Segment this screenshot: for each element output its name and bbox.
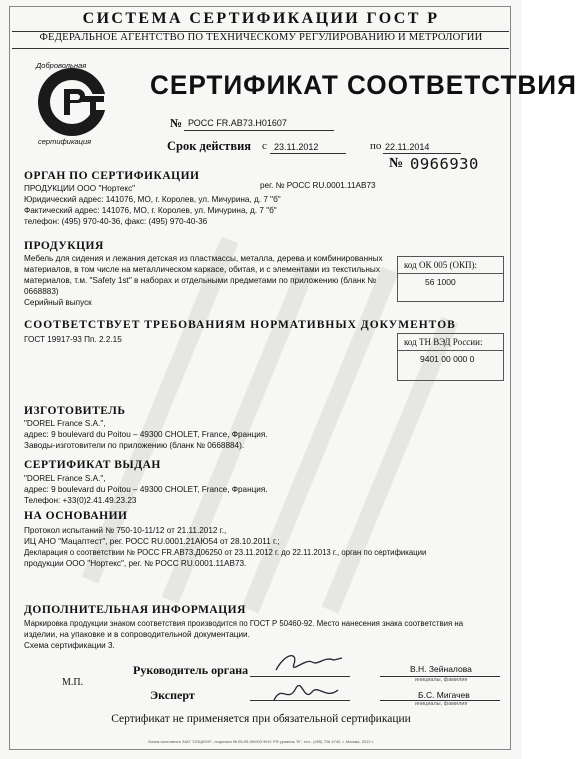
- basis-line: ИЦ АНО "Мацаптест", рег. РОСС RU.0001.21АЮ54 от 28.10.2011 г.;: [24, 537, 280, 546]
- organ-reg-number: рег. № РОСС RU.0001.11AB73: [260, 181, 376, 190]
- conformity-heading: СООТВЕТСТВУЕТ ТРЕБОВАНИЯМ НОРМАТИВНЫХ ДОКУМЕНТОВ: [24, 319, 456, 331]
- manufacturer-line: адрес: 9 boulevard du Poitou – 49300 CHOLET, France, Франция.: [24, 430, 268, 439]
- validity-to-underline: [383, 153, 461, 154]
- manufacturer-line: "DOREL France S.A.",: [24, 419, 106, 428]
- okp-code-box: [397, 256, 504, 302]
- manufacturer-line: Заводы-изготовители по приложению (бланк № 0668884).: [24, 441, 245, 450]
- tnved-label: код ТН ВЭД России:: [404, 337, 483, 347]
- issued-to-heading: СЕРТИФИКАТ ВЫДАН: [24, 459, 161, 471]
- issued-to-line: адрес: 9 boulevard du Poitou – 49300 CHOLET, France, Франция.: [24, 485, 268, 494]
- stamp-place: М.П.: [62, 677, 84, 688]
- certificate-title: СЕРТИФИКАТ СООТВЕТСТВИЯ: [150, 70, 577, 100]
- okp-box-divider: [398, 273, 503, 274]
- validity-from-prefix: с: [262, 140, 267, 152]
- serial-prefix: №: [389, 156, 404, 171]
- additional-line: Маркировка продукции знаком соответствия производится по ГОСТ Р 50460-92. Место нанесения знака соответствия на: [24, 619, 464, 628]
- basis-heading: НА ОСНОВАНИИ: [24, 510, 128, 522]
- validity-label: Срок действия: [167, 139, 252, 153]
- registration-underline: [184, 130, 334, 131]
- basis-line: Декларация о соответствии № РОСС FR.AB73.Д06250 от 23.11.2012 г. до 22.11.2013 г., орган по сертификации: [24, 548, 427, 557]
- logo-bottom-text: сертификация: [38, 137, 92, 146]
- validity-from-underline: [270, 153, 346, 154]
- footer-note: Сертификат не применяется при обязательной сертификации: [111, 713, 411, 725]
- logo-top-text: Добровольная: [36, 61, 87, 70]
- voluntary-certification-logo: [20, 56, 132, 148]
- product-line: материалов, в том числе на металлическом каркасе, обитая, и с элементами из текстильных: [24, 265, 380, 274]
- conformity-standard: ГОСТ 19917-93 Пп. 2.2.15: [24, 335, 122, 344]
- expert-name: Б.С. Мигачев: [418, 690, 470, 700]
- tnved-code-box: [397, 333, 504, 381]
- product-line: материалов, т.м. "Safety 1st" в наборах и отдельными предметами по приложению (бланк №: [24, 276, 377, 285]
- basis-line: Протокол испытаний № 750-10-11/12 от 21.11.2012 г.,: [24, 526, 227, 535]
- product-line: 0668883): [24, 287, 59, 296]
- registration-number: РОСС FR.AB73.H01607: [188, 118, 287, 128]
- registration-prefix: №: [170, 116, 183, 130]
- tnved-box-divider: [398, 350, 503, 351]
- issued-to-line: Телефон: +33(0)2.41.49.23.23: [24, 496, 137, 505]
- additional-line: Схема сертификации 3.: [24, 641, 115, 650]
- head-name: В.Н. Зейналова: [410, 664, 472, 674]
- system-title: СИСТЕМА СЕРТИФИКАЦИИ ГОСТ Р: [82, 10, 440, 27]
- validity-to-prefix: по: [370, 140, 382, 152]
- okp-label: код ОК 005 (ОКП):: [404, 260, 477, 270]
- expert-label: Эксперт: [150, 688, 195, 702]
- validity-to-date: 22.11.2014: [385, 142, 430, 152]
- organ-legal-address: Юридический адрес: 141076, МО, г. Королев, ул. Мичурина, д. 7 "б": [24, 195, 281, 204]
- serial-number: 0966930: [410, 155, 479, 173]
- product-heading: ПРОДУКЦИЯ: [24, 240, 104, 252]
- tnved-value: 9401 00 000 0: [420, 354, 475, 364]
- organ-phone: телефон: (495) 970-40-36, факс: (495) 970-40-36: [24, 217, 208, 226]
- footer-print: Бланк изготовлен ЗАО "ОПЦИОН", лицензия № 05-05-09/003 ФНС РФ уровень "В", тел.: (495) 726 4742, г. Москва, 2012 г.: [148, 739, 374, 744]
- product-line: Мебель для сидения и лежания детская из пластмассы, металла, дерева и комбинированных: [24, 254, 383, 263]
- expert-signature: [268, 676, 348, 708]
- okp-value: 56 1000: [425, 277, 456, 287]
- product-release: Серийный выпуск: [24, 298, 92, 307]
- basis-line: продукции ООО "Нортекс", рег. № РОСС RU.0001.11AB73.: [24, 559, 247, 568]
- additional-line: изделии, на упаковке и в сопроводительной документации.: [24, 630, 250, 639]
- validity-from-date: 23.11.2012: [274, 142, 319, 152]
- header-rule-bottom: [12, 48, 509, 49]
- organ-name: ПРОДУКЦИИ ООО "Нортекс": [24, 184, 136, 193]
- expert-signature-line: [250, 700, 350, 701]
- head-label: Руководитель органа: [133, 663, 249, 677]
- agency-title: ФЕДЕРАЛЬНОЕ АГЕНТСТВО ПО ТЕХНИЧЕСКОМУ РЕГУЛИРОВАНИЮ И МЕТРОЛОГИИ: [39, 32, 483, 43]
- head-signature: [268, 648, 348, 678]
- additional-heading: ДОПОЛНИТЕЛЬНАЯ ИНФОРМАЦИЯ: [24, 604, 246, 616]
- organ-heading: ОРГАН ПО СЕРТИФИКАЦИИ: [24, 170, 200, 182]
- expert-caption: инициалы, фамилия: [415, 701, 468, 707]
- head-caption: инициалы, фамилия: [415, 677, 468, 683]
- issued-to-line: "DOREL France S.A.",: [24, 474, 106, 483]
- organ-actual-address: Фактический адрес: 141076, МО, г. Королев, ул. Мичурина, д. 7 "б": [24, 206, 277, 215]
- manufacturer-heading: ИЗГОТОВИТЕЛЬ: [24, 405, 126, 417]
